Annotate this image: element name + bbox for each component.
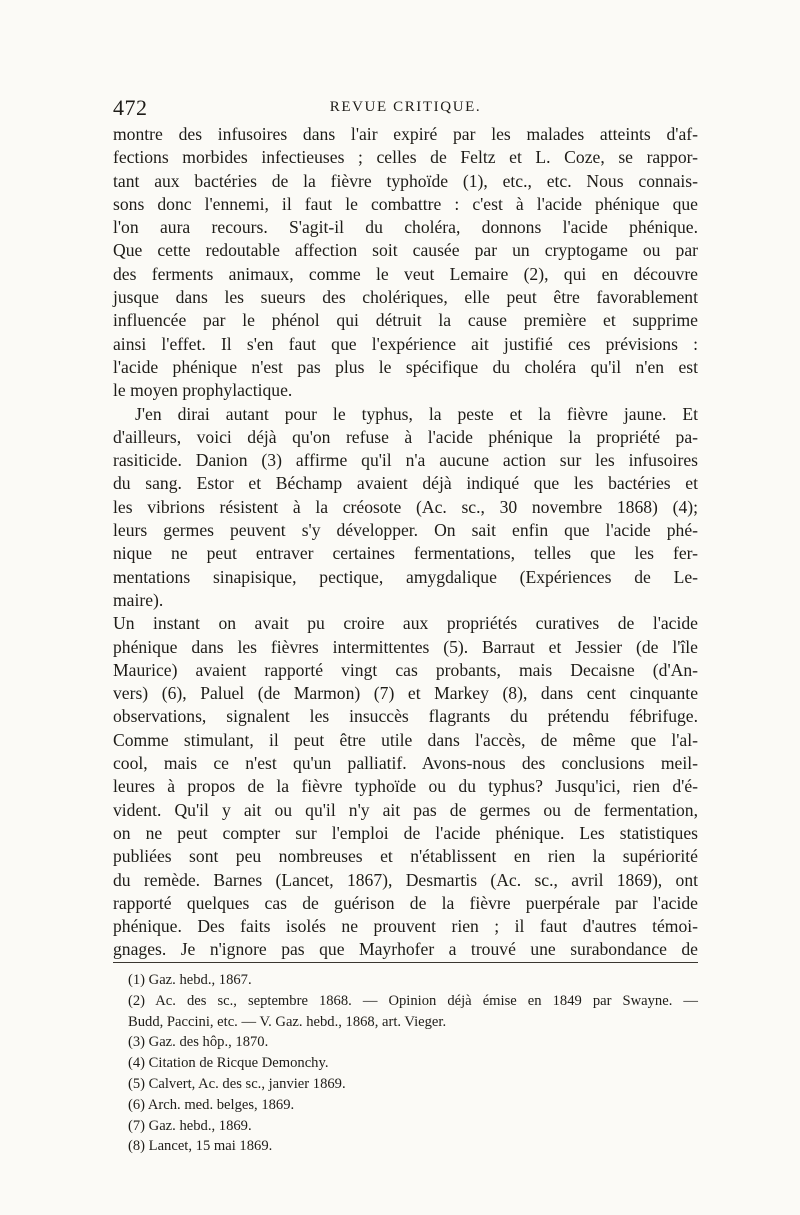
text-line: maire). bbox=[113, 589, 164, 610]
text-line: leures à propos de la fièvre typhoïde ou du typhus? Jusqu'ici, rien d'é- bbox=[113, 776, 698, 797]
body-text bbox=[113, 123, 698, 962]
text-line: vers) (6), Paluel (de Marmon) (7) et Markey (8), dans cent cinquante bbox=[113, 683, 698, 704]
text-line: tant aux bactéries de la fièvre typhoïde (1), etc., etc. Nous connais- bbox=[113, 170, 698, 191]
text-line: influencée par le phénol qui détruit la cause première et supprime bbox=[113, 310, 698, 331]
footnote: (2) Ac. des sc., septembre 1868. — Opinion déjà émise en 1849 par Swayne. — bbox=[128, 992, 698, 1009]
footnote: (1) Gaz. hebd., 1867. bbox=[128, 972, 252, 988]
text-line: publiées sont peu nombreuses et n'établissent en rien la supériorité bbox=[113, 846, 698, 867]
text-line: fections morbides infectieuses ; celles de Feltz et L. Coze, se rappor- bbox=[113, 147, 698, 168]
footnote: (3) Gaz. des hôp., 1870. bbox=[128, 1034, 269, 1051]
text-line: vident. Qu'il y ait ou qu'il n'y ait pas de germes ou de fermentation, bbox=[113, 799, 698, 820]
text-line: les vibrions résistent à la créosote (Ac. sc., 30 novembre 1868) (4); bbox=[113, 496, 698, 517]
footnote: (4) Citation de Ricque Demonchy. bbox=[128, 1055, 329, 1072]
text-line: Un instant on avait pu croire aux propriétés curatives de l'acide bbox=[113, 613, 698, 634]
text-line: leurs germes peuvent s'y développer. On sait enfin que l'acide phé- bbox=[113, 520, 698, 541]
running-title: REVUE CRITIQUE. bbox=[329, 99, 482, 115]
text-line: phénique dans les fièvres intermittentes (5). Barraut et Jessier (de l'île bbox=[113, 636, 698, 657]
footnote: (5) Calvert, Ac. des sc., janvier 1869. bbox=[128, 1075, 346, 1092]
footnote: (7) Gaz. hebd., 1869. bbox=[128, 1117, 252, 1134]
text-line: sons donc l'ennemi, il faut le combattre : c'est à l'acide phénique que bbox=[113, 193, 698, 214]
footnote: Budd, Paccini, etc. — V. Gaz. hebd., 1868, art. Vieger. bbox=[128, 1013, 447, 1030]
text-line: d'ailleurs, voici déjà qu'on refuse à l'acide phénique la propriété pa- bbox=[113, 426, 698, 447]
text-line: phénique. Des faits isolés ne prouvent rien ; il faut d'autres témoi- bbox=[113, 916, 698, 937]
text-line: jusque dans les sueurs des cholériques, elle peut être favorablement bbox=[113, 287, 698, 308]
footnote: (6) Arch. med. belges, 1869. bbox=[128, 1096, 295, 1113]
text-line: Maurice) avaient rapporté vingt cas probants, mais Decaisne (d'An- bbox=[113, 659, 698, 680]
text-line: du remède. Barnes (Lancet, 1867), Desmartis (Ac. sc., avril 1869), ont bbox=[113, 869, 698, 890]
text-line: observations, signalent les insuccès flagrants du prétendu fébrifuge. bbox=[113, 706, 698, 727]
text-line: Que cette redoutable affection soit causée par un cryptogame ou par bbox=[113, 240, 698, 261]
footnotes bbox=[128, 970, 698, 1157]
text-line: cool, mais ce n'est qu'un palliatif. Avons-nous des conclusions meil- bbox=[113, 753, 698, 774]
text-line: rasiticide. Danion (3) affirme qu'il n'a aucune action sur les infusoires bbox=[113, 450, 698, 471]
text-line: nique ne peut entraver certaines fermentations, telles que les fer- bbox=[113, 543, 698, 564]
page-header bbox=[113, 95, 698, 119]
text-line: l'acide phénique n'est pas plus le spécifique du choléra qu'il n'en est bbox=[113, 356, 698, 377]
text-line: J'en dirai autant pour le typhus, la peste et la fièvre jaune. Et bbox=[135, 403, 698, 424]
footnote: (8) Lancet, 15 mai 1869. bbox=[128, 1138, 273, 1155]
text-line: ainsi l'effet. Il s'en faut que l'expérience ait justifié ces prévisions : bbox=[113, 333, 698, 354]
text-line: rapporté quelques cas de guérison de la fièvre puerpérale par l'acide bbox=[113, 892, 698, 913]
text-line: mentations sinapisique, pectique, amygdalique (Expériences de Le- bbox=[113, 566, 698, 587]
text-line: le moyen prophylactique. bbox=[113, 380, 293, 401]
text-line: l'on aura recours. S'agit-il du choléra, donnons l'acide phénique. bbox=[113, 217, 698, 238]
text-line: on ne peut compter sur l'emploi de l'acide phénique. Les statistiques bbox=[113, 822, 698, 843]
text-line: gnages. Je n'ignore pas que Mayrhofer a trouvé une surabondance de bbox=[113, 939, 698, 960]
text-line: Comme stimulant, il peut être utile dans l'accès, de même que l'al- bbox=[113, 729, 698, 750]
text-line: du sang. Estor et Béchamp avaient déjà indiqué que les bactéries et bbox=[113, 473, 698, 494]
text-line: des ferments animaux, comme le veut Lemaire (2), qui en découvre bbox=[113, 263, 698, 284]
footnote-divider bbox=[113, 962, 698, 963]
page-number: 472 bbox=[113, 95, 148, 120]
text-line: montre des infusoires dans l'air expiré par les malades atteints d'af- bbox=[113, 124, 698, 144]
